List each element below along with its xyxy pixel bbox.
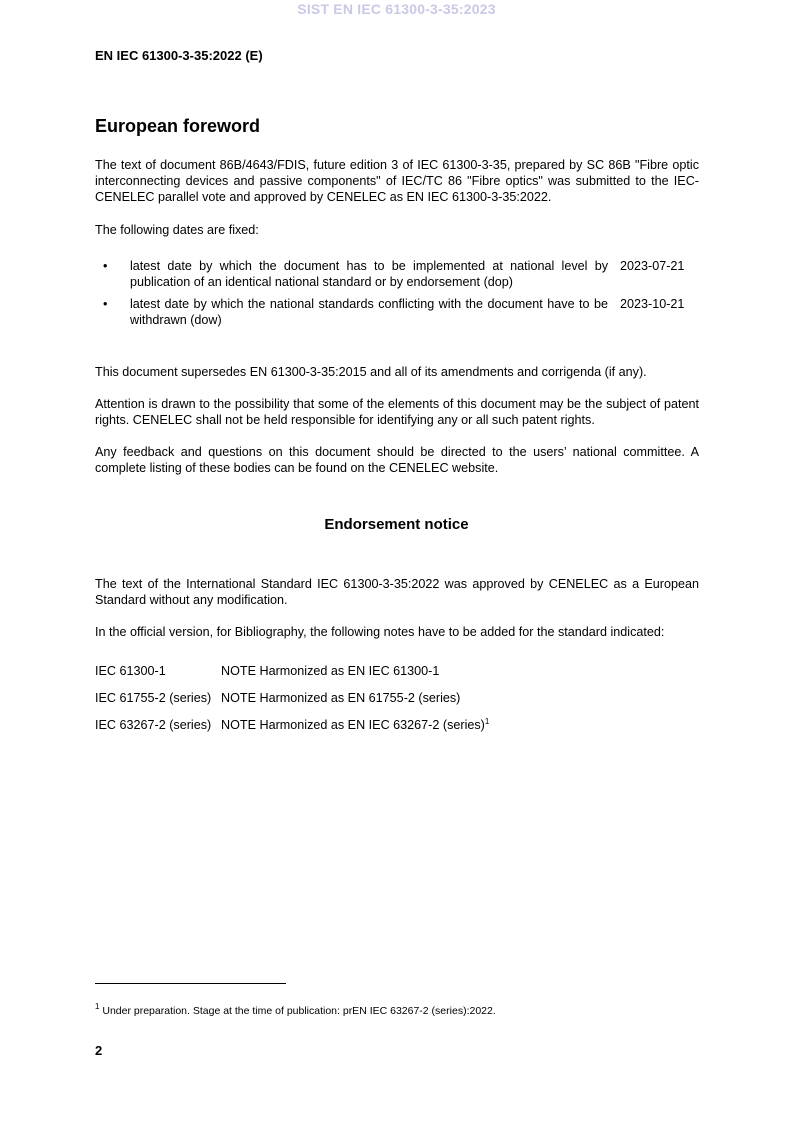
note-standard-id: IEC 63267-2 (series): [95, 718, 212, 732]
date-item-text: latest date by which the national standards conflicting with the document have to be withdrawn: [130, 297, 608, 327]
supersedes-paragraph: This document supersedes EN 61300-3-35:2015 and all of its amendments and corrigenda (if any).: [95, 365, 647, 379]
bibliography-note-row: [95, 717, 489, 733]
note-standard-id: IEC 61300-1: [95, 664, 166, 678]
dates-intro: The following dates are fixed:: [95, 223, 259, 237]
note-text: NOTE Harmonized as EN IEC 63267-2 (series): [221, 718, 485, 732]
note-standard-id: IEC 61755-2 (series): [95, 691, 212, 705]
watermark: SIST EN IEC 61300-3-35:2023: [297, 1, 496, 17]
bibliography-note-row: [95, 663, 439, 679]
date-item-code: (dow): [190, 313, 222, 327]
date-item-text: latest date by which the document has to be implemented at national level by publication of an identical national standard or by endorsement: [130, 259, 608, 289]
footnote-reference[interactable]: 1: [484, 717, 490, 726]
bibliography-note-row: [95, 690, 460, 706]
patent-paragraph: Attention is drawn to the possibility that some of the elements of this document may be the subject of patent rights. CENELEC shall not be held responsible for identifying any or all such patent rights.: [95, 397, 699, 427]
foreword-title: European foreword: [95, 116, 261, 136]
date-item-date: 2023-07-21: [620, 259, 685, 273]
bibliography-intro: In the official version, for Bibliography, the following notes have to be added for the standard indicated:: [95, 625, 665, 639]
foreword-intro-paragraph: The text of document 86B/4643/FDIS, future edition 3 of IEC 61300-3-35, prepared by SC 86B "Fibre optic interconnecting devices and passive components" of IEC/TC 86 "Fibre optics" was submitted to the IEC-CENELEC parallel vote and approved by CENELEC as EN IEC 61300-3-35:2022.: [95, 158, 699, 204]
document-header: EN IEC 61300-3-35:2022 (E): [95, 48, 263, 63]
bullet-icon: •: [103, 297, 108, 311]
date-item-date: 2023-10-21: [620, 297, 685, 311]
footnote-marker: 1: [95, 1002, 100, 1011]
note-text: NOTE Harmonized as EN 61755-2 (series): [221, 691, 461, 705]
footnote: [95, 1002, 496, 1017]
bullet-icon: •: [103, 259, 108, 273]
endorsement-title: Endorsement notice: [324, 516, 469, 533]
footnote-text: Under preparation. Stage at the time of publication: prEN IEC 63267-2 (series):2022.: [99, 1005, 496, 1017]
feedback-paragraph: Any feedback and questions on this document should be directed to the users’ national committee. A complete listing of these bodies can be found on the CENELEC website.: [95, 445, 699, 475]
page-number: 2: [95, 1043, 103, 1058]
footnote-separator: [95, 983, 286, 984]
date-item-code: (dop): [483, 275, 513, 289]
note-text: NOTE Harmonized as EN IEC 61300-1: [221, 664, 440, 678]
endorsement-paragraph: The text of the International Standard IEC 61300-3-35:2022 was approved by CENELEC as a European Standard without any modification.: [95, 577, 699, 607]
